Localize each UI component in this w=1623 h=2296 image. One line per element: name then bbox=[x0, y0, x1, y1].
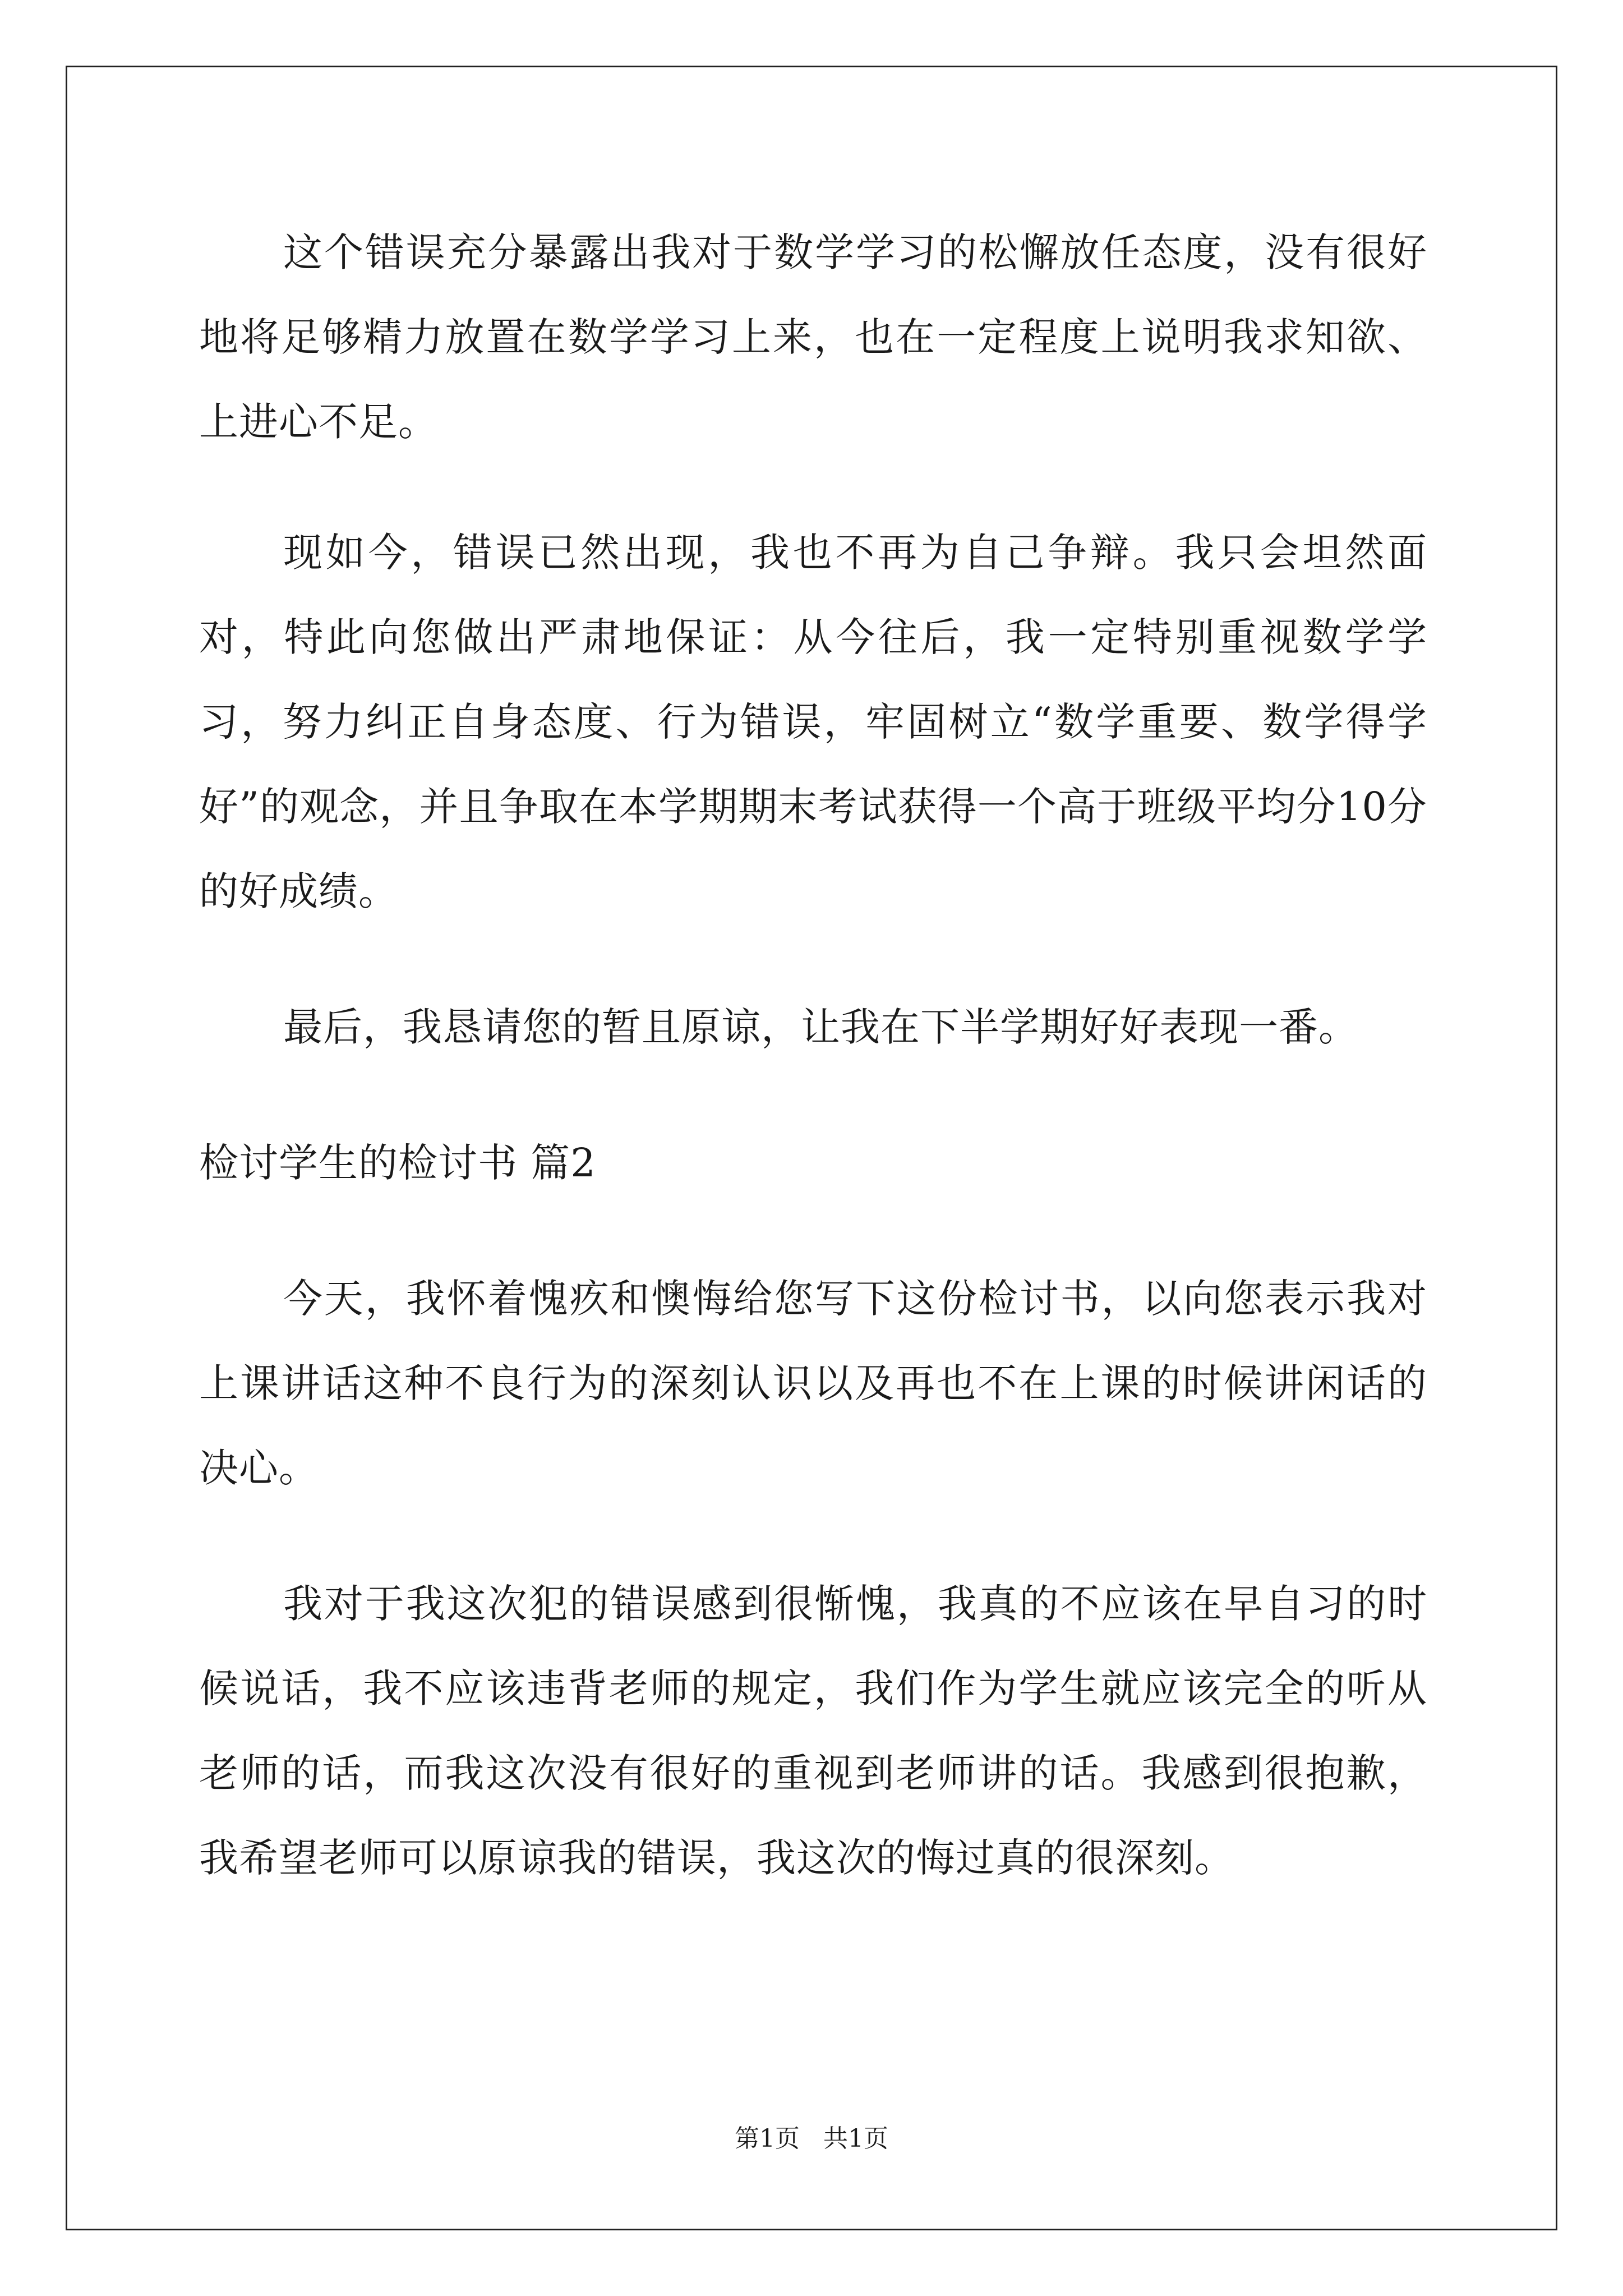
page-total: 共1页 bbox=[823, 2124, 888, 2153]
page-footer bbox=[0, 2125, 1623, 2153]
section-paragraph-2: 我对于我这次犯的错误感到很惭愧，我真的不应该在早自习的时候说话，我不应该违背老师的规定，我们作为学生就应该完全的听从老师的话，而我这次没有很好的重视到老师讲的话。我感到很抱歉，我希望老师可以原谅我的错误，我这次的悔过真的很深刻。 bbox=[199, 1581, 1427, 1881]
paragraph-3: 最后，我恳请您的暂且原谅，让我在下半学期好好表现一番。 bbox=[283, 1004, 1358, 1050]
section-heading: 检讨学生的检讨书 篇2 bbox=[199, 1140, 596, 1186]
paragraph-2: 现如今，错误已然出现，我也不再为自己争辩。我只会坦然面对，特此向您做出严肃地保证：从今往后，我一定特别重视数学学习，努力纠正自身态度、行为错误，牢固树立“数学重要、数学得学好”的观念，并且争取在本学期期末考试获得一个高于班级平均分10分的好成绩。 bbox=[199, 530, 1427, 914]
paragraph-1: 这个错误充分暴露出我对于数学学习的松懈放任态度，没有很好地将足够精力放置在数学学习上来，也在一定程度上说明我求知欲、上进心不足。 bbox=[199, 229, 1427, 445]
page-number: 第1页 bbox=[735, 2124, 800, 2153]
section-paragraph-1: 今天，我怀着愧疚和懊悔给您写下这份检讨书，以向您表示我对上课讲话这种不良行为的深刻认识以及再也不在上课的时候讲闲话的决心。 bbox=[199, 1276, 1427, 1491]
document-body bbox=[199, 210, 1427, 1952]
